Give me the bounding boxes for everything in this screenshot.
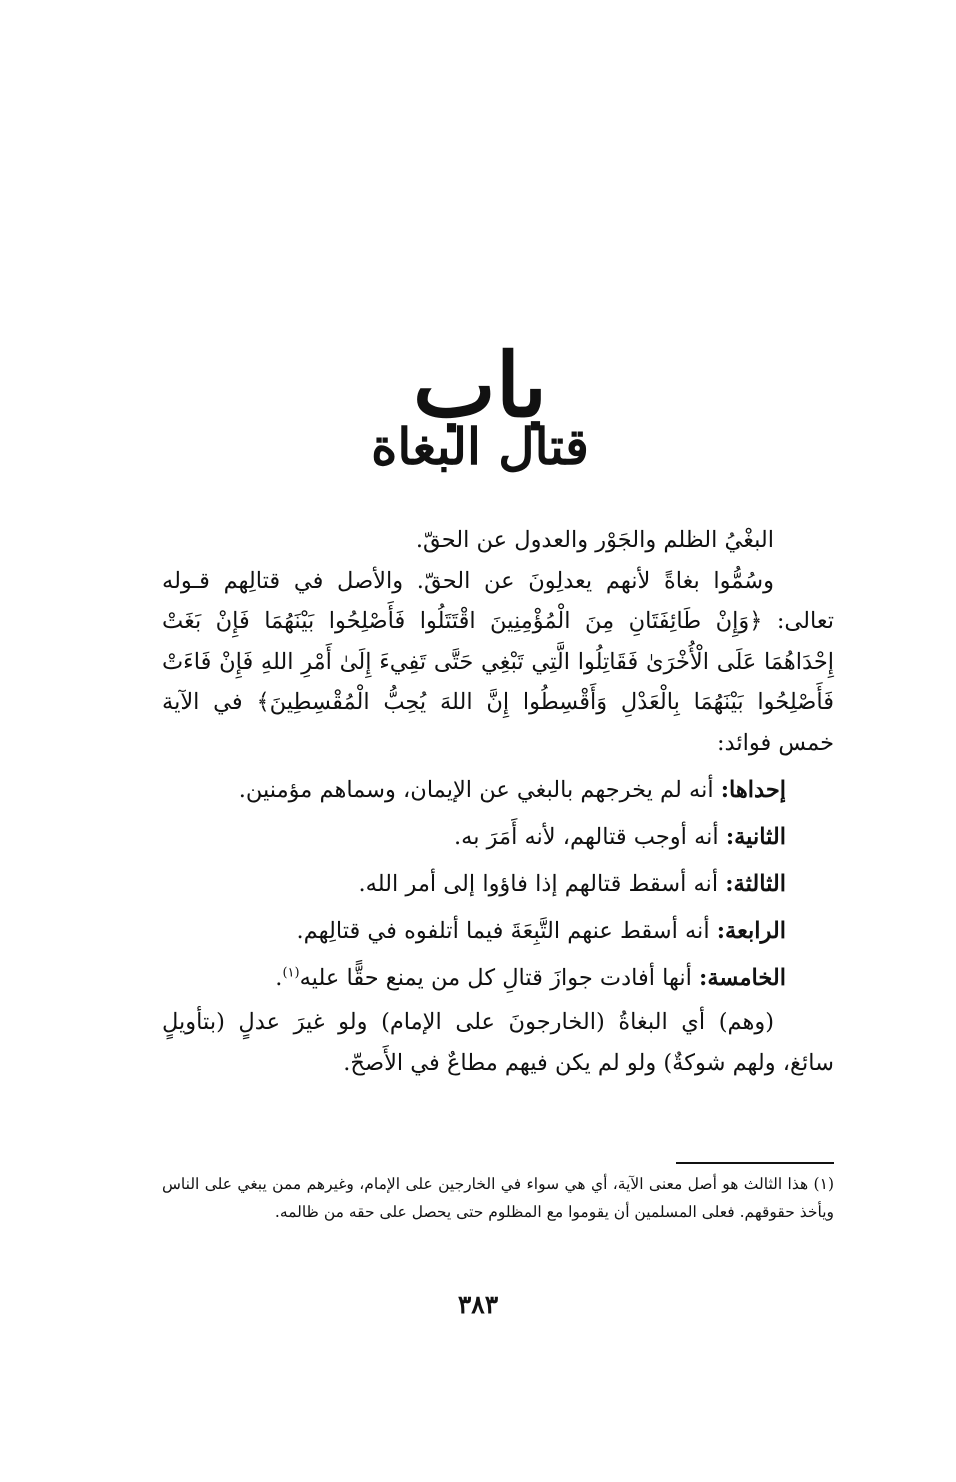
footnote: (١) هذا الثالث هو أصل معنى الآية، أي هي سواء في الخارجين على الإمام، وغيرهم ممن يبغي على الناس ويأخذ حقوقهم. فعلى المسلمين أن يقوموا مع المظلوم حتى يحصل على حقه من ظالمه.: [162, 1175, 834, 1221]
benefit-label: الثانية:: [725, 824, 786, 850]
benefit-text: أنه أسقط عنهم التَّبِعَةَ فيما أتلفوه في قتالِهم.: [296, 918, 710, 944]
intro-end: في الآية خمس فوائد:: [162, 689, 834, 756]
closing-paragraph: (وهم) أي البغاةُ (الخارجونَ على الإمام) ولو غيرَ عدلٍ (بتأويلٍ سائغ، ولهم شوكةٌ) ولو لم يكن فيهم مطاعٌ في الأَصحّ.: [162, 1009, 834, 1076]
benefits-list: [162, 767, 834, 1002]
quran-verse: ﴿وَإِنْ طَائِفَتَانِ مِنَ الْمُؤْمِنِينَ اقْتَتَلُوا فَأَصْلِحُوا بَيْنَهُمَا فَإِنْ بَغَتْ إِحْدَاهُمَا عَلَى الْأُخْرَىٰ فَقَاتِلُوا الَّتِي تَبْغِي حَتَّى تَفِيءَ إِلَىٰ أَمْرِ اللهِ فَإِنْ فَاءَتْ فَأَصْلِحُوا بَيْنَهُمَا بِالْعَدْلِ وَأَقْسِطُوا إِنَّ اللهَ يُحِبُّ الْمُقْسِطِينَ﴾: [162, 608, 834, 715]
benefit-item: [162, 861, 786, 908]
benefit-label: الرابعة:: [716, 918, 786, 944]
benefit-label: الخامسة:: [699, 965, 786, 991]
definition-paragraph: البغْيُ الظلم والجَوْر والعدول عن الحقّ.: [415, 527, 774, 553]
chapter-title: قتال البغاة: [371, 417, 589, 476]
intro-start: وسُمُّوا بغاةً لأنهم يعدلِونَ عن الحقّ. والأصل في قتالِهم قـوله تعالى:: [162, 567, 835, 634]
intro-paragraph: [162, 561, 834, 764]
main-text: [162, 520, 834, 1083]
footnote-reference[interactable]: (١): [282, 965, 300, 981]
benefit-end-punctuation: .: [275, 965, 283, 991]
chapter-heading-word: باب: [412, 333, 548, 437]
benefit-label: إحداها:: [720, 777, 786, 803]
footnote-divider: [676, 1162, 834, 1164]
benefit-text: أنه لم يخرجهم بالبغي عن الإيمان، وسماهم مؤمنين.: [238, 777, 714, 803]
benefit-item: [162, 955, 786, 1002]
benefit-text: أنه أوجب قتالهم، لأنه أَمَرَ به.: [453, 824, 719, 850]
benefit-label: الثالثة:: [725, 871, 786, 897]
page-number: ٣٨٣: [457, 1290, 499, 1319]
benefit-item: [162, 767, 786, 814]
benefit-text: أنها أفادت جوازَ قتالِ كل من يمنع حقًّا عليه: [299, 965, 692, 991]
benefit-text: أنه أسقط قتالهم إذا فاؤوا إلى أمر الله.: [358, 871, 719, 897]
benefit-item: [162, 908, 786, 955]
benefit-item: [162, 814, 786, 861]
